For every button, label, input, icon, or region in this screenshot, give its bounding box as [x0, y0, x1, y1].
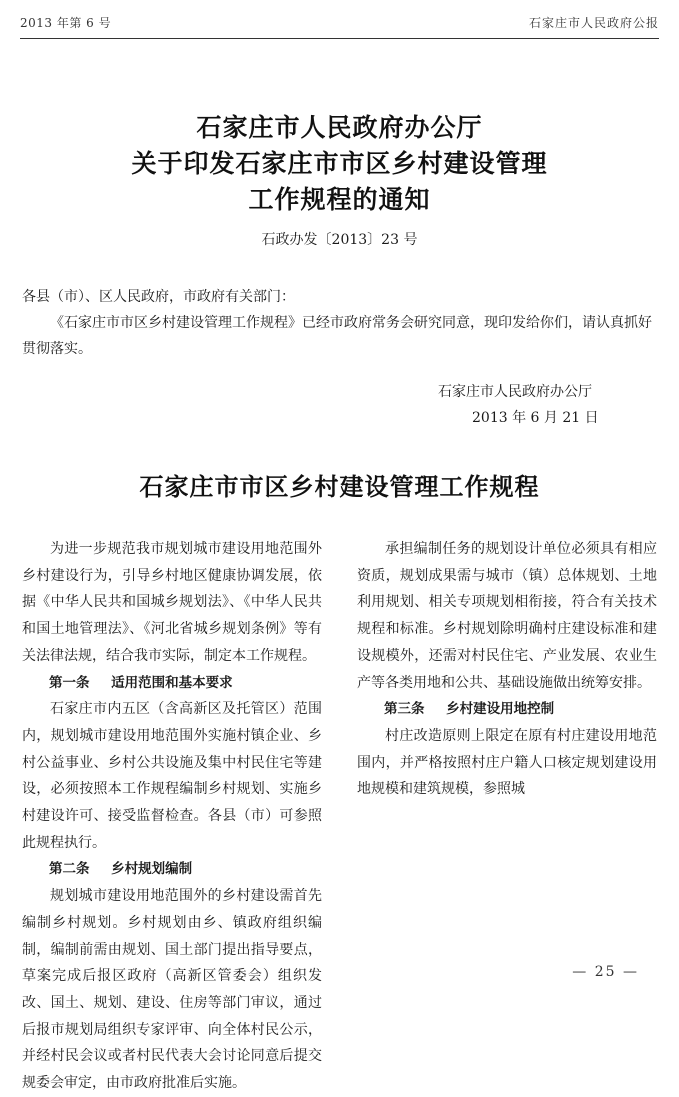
- page-number: — 25 —: [572, 964, 639, 980]
- publication-name: 石家庄市人民政府公报: [528, 16, 659, 30]
- article-1-title: 适用范围和基本要求: [111, 674, 233, 691]
- article-3-heading: [357, 696, 657, 723]
- article-1-text: 石家庄市内五区（含高新区及托管区）范围内，规划城市建设用地范围外实施村镇企业、乡村公益事业、乡村公共设施及集中村民住宅等建设，必须按照本工作规程编制乡村规划、实施乡村建设许可、接受监督检查。各县（市）可参照此规程执行。: [22, 701, 322, 851]
- notice-addressee: 各县（市）、区人民政府，市政府有关部门：: [22, 289, 295, 305]
- running-header: [20, 14, 659, 34]
- article-2-number: 第二条: [49, 861, 90, 878]
- issuer-signature: 石家庄市人民政府办公厅: [438, 384, 592, 400]
- notice-title-line-2: 关于印发石家庄市市区乡村建设管理: [131, 149, 548, 178]
- article-3-number: 第三条: [384, 701, 425, 718]
- article-2-title: 乡村规划编制: [111, 861, 193, 878]
- regulation-title: 石家庄市市区乡村建设管理工作规程: [139, 472, 540, 501]
- notice-title-line-1: 石家庄市人民政府办公厅: [196, 113, 483, 142]
- article-1-heading: [22, 670, 322, 697]
- article-2-text: 规划城市建设用地范围外的乡村建设需首先编制乡村规划。乡村规划由乡、镇政府组织编制，编制前需由规划、国土部门提出指导要点，草案完成后报区政府（高新区管委会）组织发改、国土、规划、建设、住房等部门审议，通过后报市规划局组织专家评审、向全体村民公示，并经村民会议或者村民代表大会讨论同意后提交规委会审定，由市政府批准后实施。: [22, 888, 322, 1092]
- header-rule: [20, 38, 659, 39]
- left-column: [22, 536, 322, 1097]
- article-2-heading: [22, 856, 322, 883]
- article-2-text-continued: 承担编制任务的规划设计单位必须具有相应资质，规划成果需与城市（镇）总体规划、土地利用规划、相关专项规划相衔接，符合有关技术规程和标准。乡村规划除明确村庄建设标准和建设规模外，还需对村民住宅、产业发展、农业生产等各类用地和公共、基础设施做出统筹安排。: [357, 541, 657, 691]
- article-3-title: 乡村建设用地控制: [446, 701, 555, 718]
- right-column: [357, 536, 657, 803]
- issue-label: 2013 年第 6 号: [20, 16, 112, 30]
- article-1-number: 第一条: [49, 674, 90, 691]
- article-3-text: 村庄改造原则上限定在原有村庄建设用地范围内，并严格按照村庄户籍人口核定规划建设用地规模和建筑规模，参照城: [357, 727, 657, 798]
- notice-title-line-3: 工作规程的通知: [248, 185, 431, 214]
- issue-date: 2013 年 6 月 21 日: [472, 410, 599, 426]
- document-number: 石政办发〔2013〕23 号: [261, 232, 418, 248]
- notice-body: 《石家庄市市区乡村建设管理工作规程》已经市政府常务会研究同意，现印发给你们，请认真抓好贯彻落实。: [22, 315, 652, 357]
- intro-paragraph: 为进一步规范我市规划城市建设用地范围外乡村建设行为，引导乡村地区健康协调发展，依据《中华人民共和国城乡规划法》、《中华人民共和国土地管理法》、《河北省城乡规划条例》等有关法律法规，结合我市实际，制定本工作规程。: [22, 541, 322, 664]
